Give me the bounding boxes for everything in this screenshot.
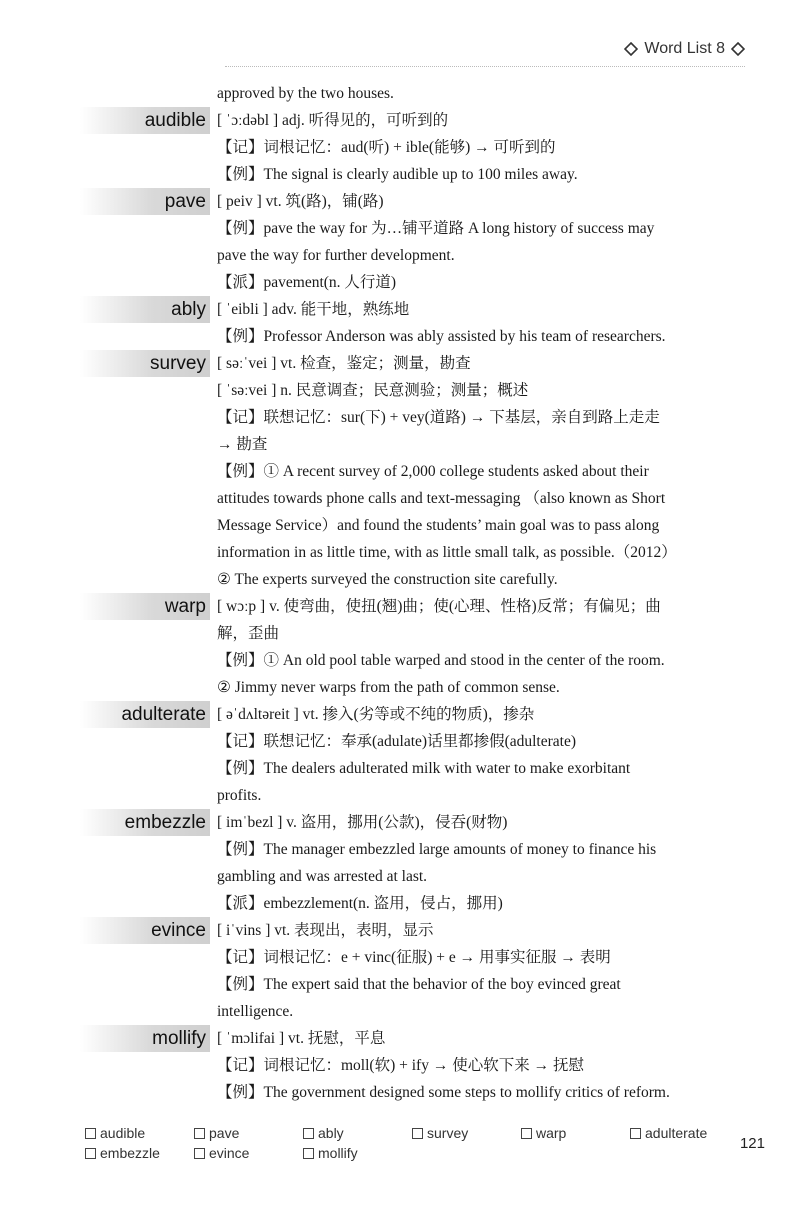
checkbox-icon[interactable] bbox=[630, 1128, 641, 1139]
entry-line: 【派】pavement(n. 人行道) bbox=[217, 274, 397, 291]
diamond-icon bbox=[624, 42, 638, 56]
checkbox-icon[interactable] bbox=[521, 1128, 532, 1139]
checklist-label: ably bbox=[318, 1125, 344, 1141]
checklist-label: audible bbox=[100, 1125, 146, 1141]
checklist-label: survey bbox=[427, 1125, 469, 1141]
entry-head bbox=[80, 350, 740, 377]
entry-line: pave the way for further development. bbox=[217, 247, 455, 264]
checklist-item-evince[interactable] bbox=[194, 1145, 303, 1161]
headword: warp bbox=[80, 593, 210, 620]
headword: embezzle bbox=[80, 809, 210, 836]
headword: adulterate bbox=[80, 701, 210, 728]
intro-line: approved by the two houses. bbox=[217, 85, 394, 102]
entry-warp bbox=[80, 593, 740, 701]
entry-line: 【例】The signal is clearly audible up to 100 miles away. bbox=[217, 166, 578, 183]
checkbox-icon[interactable] bbox=[194, 1128, 205, 1139]
checklist-item-ably[interactable] bbox=[303, 1125, 412, 1141]
entry-line: intelligence. bbox=[217, 1003, 294, 1020]
entry-line: information in as little time, with as little small talk, as possible.（2012） bbox=[217, 544, 677, 561]
entry-line: 【记】联想记忆：奉承(adulate)话里都掺假(adulterate) bbox=[217, 733, 576, 750]
headword: survey bbox=[80, 350, 210, 377]
entry-head bbox=[80, 917, 740, 944]
checklist-item-warp[interactable] bbox=[521, 1125, 630, 1141]
checklist-item-survey[interactable] bbox=[412, 1125, 521, 1141]
entry-head bbox=[80, 1025, 740, 1052]
entry-line: 【记】词根记忆：aud(听) + ible(能够) → 可听到的 bbox=[217, 139, 556, 156]
checklist-item-embezzle[interactable] bbox=[85, 1145, 194, 1161]
entry-line: → 勘查 bbox=[217, 436, 268, 453]
headword: mollify bbox=[80, 1025, 210, 1052]
checklist-item-audible[interactable] bbox=[85, 1125, 194, 1141]
entry-line: 【例】① A recent survey of 2,000 college students asked about their bbox=[217, 463, 649, 480]
checkbox-icon[interactable] bbox=[303, 1148, 314, 1159]
entry-ably bbox=[80, 296, 740, 350]
entry-line: [ səːˈvei ] vt. 检查，鉴定；测量，勘查 bbox=[217, 355, 471, 372]
checkbox-icon[interactable] bbox=[412, 1128, 423, 1139]
entry-line: 【记】词根记忆：moll(软) + ify → 使心软下来 → 抚慰 bbox=[217, 1057, 584, 1074]
entry-line: 【记】联想记忆：sur(下) + vey(道路) → 下基层，亲自到路上走走 bbox=[217, 409, 660, 426]
entry-line: [ iˈvins ] vt. 表现出，表明，显示 bbox=[217, 922, 434, 939]
entry-pave bbox=[80, 188, 740, 296]
entry-survey bbox=[80, 350, 740, 593]
review-checklist bbox=[85, 1125, 740, 1161]
entry-embezzle bbox=[80, 809, 740, 917]
entry-line: attitudes towards phone calls and text-messaging （also known as Short bbox=[217, 490, 666, 507]
checkbox-icon[interactable] bbox=[194, 1148, 205, 1159]
checklist-item-pave[interactable] bbox=[194, 1125, 303, 1141]
entry-line: 【例】pave the way for 为…铺平道路 A long history of success may bbox=[217, 220, 655, 237]
entry-line: 【例】The expert said that the behavior of the boy evinced great bbox=[217, 976, 621, 993]
entry-line: 【记】词根记忆：e + vinc(征服) + e → 用事实征服 → 表明 bbox=[217, 949, 611, 966]
checklist-item-adulterate[interactable] bbox=[630, 1125, 739, 1141]
entry-line: gambling and was arrested at last. bbox=[217, 868, 428, 885]
entry-line: 解，歪曲 bbox=[217, 625, 280, 642]
entry-line: [ əˈdʌltəreit ] vt. 掺入(劣等或不纯的物质)，掺杂 bbox=[217, 706, 535, 723]
entry-line: [ wɔːp ] v. 使弯曲，使扭(翘)曲；使(心理、性格)反常；有偏见；曲 bbox=[217, 598, 661, 615]
headword: pave bbox=[80, 188, 210, 215]
entry-line: [ ˈsəːvei ] n. 民意调查；民意测验；测量；概述 bbox=[217, 382, 529, 399]
entry-head bbox=[80, 809, 740, 836]
entry-line: 【例】The manager embezzled large amounts of money to finance his bbox=[217, 841, 657, 858]
checkbox-icon[interactable] bbox=[85, 1128, 96, 1139]
entry-line: ② Jimmy never warps from the path of common sense. bbox=[217, 679, 560, 696]
entry-line: 【例】Professor Anderson was ably assisted by his team of researchers. bbox=[217, 328, 666, 345]
entry-head bbox=[80, 296, 740, 323]
word-list-content bbox=[80, 80, 740, 1106]
entry-audible bbox=[80, 107, 740, 188]
checklist-label: mollify bbox=[318, 1145, 358, 1161]
checklist-label: embezzle bbox=[100, 1145, 160, 1161]
headword: ably bbox=[80, 296, 210, 323]
entry-line: 【例】① An old pool table warped and stood in the center of the room. bbox=[217, 652, 665, 669]
checkbox-icon[interactable] bbox=[85, 1148, 96, 1159]
entry-line: 【派】embezzlement(n. 盗用，侵占，挪用) bbox=[217, 895, 503, 912]
checklist-label: evince bbox=[209, 1145, 250, 1161]
checklist-label: pave bbox=[209, 1125, 240, 1141]
entry-head bbox=[80, 701, 740, 728]
entry-head bbox=[80, 188, 740, 215]
entry-line: Message Service）and found the students’ main goal was to pass along bbox=[217, 517, 660, 534]
headword: evince bbox=[80, 917, 210, 944]
entry-line: profits. bbox=[217, 787, 262, 804]
entry-line: [ ˈeibli ] adv. 能干地，熟练地 bbox=[217, 301, 410, 318]
entry-line: 【例】The dealers adulterated milk with water to make exorbitant bbox=[217, 760, 631, 777]
entry-line: [ ˈɔːdəbl ] adj. 听得见的，可听到的 bbox=[217, 112, 449, 129]
entry-line: [ peiv ] vt. 筑(路)，铺(路) bbox=[217, 193, 384, 210]
checklist-label: warp bbox=[536, 1125, 567, 1141]
diamond-icon bbox=[731, 42, 745, 56]
entry-head bbox=[80, 107, 740, 134]
headword: audible bbox=[80, 107, 210, 134]
running-header bbox=[624, 40, 745, 58]
entry-mollify bbox=[80, 1025, 740, 1106]
entry-line: [ ˈmɔlifai ] vt. 抚慰，平息 bbox=[217, 1030, 386, 1047]
checklist-label: adulterate bbox=[645, 1125, 708, 1141]
header-title: Word List 8 bbox=[644, 40, 725, 57]
checkbox-icon[interactable] bbox=[303, 1128, 314, 1139]
entry-line: ② The experts surveyed the construction site carefully. bbox=[217, 571, 558, 588]
entry-line: 【例】The government designed some steps to mollify critics of reform. bbox=[217, 1084, 670, 1101]
header-divider bbox=[225, 66, 745, 67]
entry-adulterate bbox=[80, 701, 740, 809]
page-number: 121 bbox=[739, 1135, 765, 1152]
entry-evince bbox=[80, 917, 740, 1025]
entry-line: [ imˈbezl ] v. 盗用，挪用(公款)，侵吞(财物) bbox=[217, 814, 508, 831]
checklist-item-mollify[interactable] bbox=[303, 1145, 412, 1161]
entry-head bbox=[80, 593, 740, 620]
